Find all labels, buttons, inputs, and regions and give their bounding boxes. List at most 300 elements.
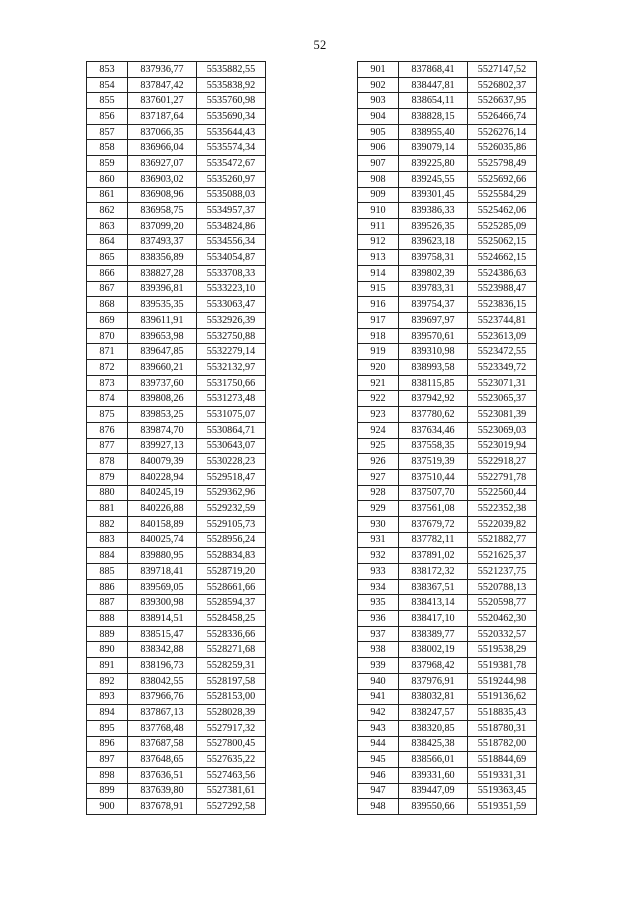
point-number-cell: 863 xyxy=(87,218,128,234)
table-row xyxy=(87,407,266,423)
x-coordinate-cell: 836908,96 xyxy=(128,187,197,203)
point-number-cell: 886 xyxy=(87,579,128,595)
point-number-cell: 906 xyxy=(358,140,399,156)
y-coordinate-cell: 5531750,66 xyxy=(197,375,266,391)
y-coordinate-cell: 5533063,47 xyxy=(197,297,266,313)
table-row xyxy=(358,705,537,721)
table-row xyxy=(358,516,537,532)
y-coordinate-cell: 5532132,97 xyxy=(197,360,266,376)
x-coordinate-cell: 839697,97 xyxy=(399,313,468,329)
point-number-cell: 875 xyxy=(87,407,128,423)
point-number-cell: 912 xyxy=(358,234,399,250)
x-coordinate-cell: 836927,07 xyxy=(128,156,197,172)
x-coordinate-cell: 839079,14 xyxy=(399,140,468,156)
y-coordinate-cell: 5527800,45 xyxy=(197,736,266,752)
table-row xyxy=(87,313,266,329)
x-coordinate-cell: 839396,81 xyxy=(128,281,197,297)
y-coordinate-cell: 5528956,24 xyxy=(197,532,266,548)
table-row xyxy=(358,407,537,423)
table-row xyxy=(87,360,266,376)
table-row xyxy=(358,485,537,501)
point-number-cell: 938 xyxy=(358,642,399,658)
y-coordinate-cell: 5533708,33 xyxy=(197,265,266,281)
y-coordinate-cell: 5525285,09 xyxy=(468,218,537,234)
point-number-cell: 878 xyxy=(87,454,128,470)
table-row xyxy=(87,203,266,219)
table-row xyxy=(87,422,266,438)
x-coordinate-cell: 837868,41 xyxy=(399,62,468,78)
table-row xyxy=(87,171,266,187)
coordinates-table-right-body xyxy=(358,62,537,815)
x-coordinate-cell: 837687,58 xyxy=(128,736,197,752)
table-row xyxy=(87,626,266,642)
table-row xyxy=(87,218,266,234)
x-coordinate-cell: 840025,74 xyxy=(128,532,197,548)
x-coordinate-cell: 839611,91 xyxy=(128,313,197,329)
point-number-cell: 865 xyxy=(87,250,128,266)
point-number-cell: 914 xyxy=(358,265,399,281)
table-row xyxy=(87,799,266,815)
table-row xyxy=(87,642,266,658)
y-coordinate-cell: 5525462,06 xyxy=(468,203,537,219)
table-row xyxy=(358,140,537,156)
y-coordinate-cell: 5523071,31 xyxy=(468,375,537,391)
y-coordinate-cell: 5525062,15 xyxy=(468,234,537,250)
point-number-cell: 857 xyxy=(87,124,128,140)
table-row xyxy=(87,156,266,172)
x-coordinate-cell: 837561,08 xyxy=(399,501,468,517)
table-row xyxy=(87,689,266,705)
y-coordinate-cell: 5523472,55 xyxy=(468,344,537,360)
point-number-cell: 947 xyxy=(358,783,399,799)
y-coordinate-cell: 5526035,86 xyxy=(468,140,537,156)
table-row xyxy=(87,234,266,250)
x-coordinate-cell: 837639,80 xyxy=(128,783,197,799)
x-coordinate-cell: 839301,45 xyxy=(399,187,468,203)
x-coordinate-cell: 839569,05 xyxy=(128,579,197,595)
table-row xyxy=(358,124,537,140)
x-coordinate-cell: 837066,35 xyxy=(128,124,197,140)
point-number-cell: 910 xyxy=(358,203,399,219)
table-row xyxy=(87,673,266,689)
table-row xyxy=(87,328,266,344)
table-row xyxy=(87,595,266,611)
point-number-cell: 862 xyxy=(87,203,128,219)
table-row xyxy=(87,109,266,125)
x-coordinate-cell: 837507,70 xyxy=(399,485,468,501)
point-number-cell: 893 xyxy=(87,689,128,705)
table-row xyxy=(87,501,266,517)
x-coordinate-cell: 840079,39 xyxy=(128,454,197,470)
point-number-cell: 870 xyxy=(87,328,128,344)
table-row xyxy=(87,658,266,674)
table-row xyxy=(358,673,537,689)
point-number-cell: 940 xyxy=(358,673,399,689)
x-coordinate-cell: 838828,15 xyxy=(399,109,468,125)
table-row xyxy=(358,564,537,580)
x-coordinate-cell: 839570,61 xyxy=(399,328,468,344)
x-coordinate-cell: 837847,42 xyxy=(128,77,197,93)
y-coordinate-cell: 5526466,74 xyxy=(468,109,537,125)
x-coordinate-cell: 838413,14 xyxy=(399,595,468,611)
table-row xyxy=(358,109,537,125)
y-coordinate-cell: 5526637,95 xyxy=(468,93,537,109)
point-number-cell: 901 xyxy=(358,62,399,78)
y-coordinate-cell: 5527292,58 xyxy=(197,799,266,815)
x-coordinate-cell: 839853,25 xyxy=(128,407,197,423)
x-coordinate-cell: 839535,35 xyxy=(128,297,197,313)
y-coordinate-cell: 5535882,55 xyxy=(197,62,266,78)
table-row xyxy=(87,265,266,281)
point-number-cell: 868 xyxy=(87,297,128,313)
point-number-cell: 942 xyxy=(358,705,399,721)
table-row xyxy=(87,720,266,736)
y-coordinate-cell: 5524386,63 xyxy=(468,265,537,281)
x-coordinate-cell: 837782,11 xyxy=(399,532,468,548)
x-coordinate-cell: 839660,21 xyxy=(128,360,197,376)
point-number-cell: 898 xyxy=(87,767,128,783)
table-row xyxy=(358,281,537,297)
y-coordinate-cell: 5535644,43 xyxy=(197,124,266,140)
point-number-cell: 905 xyxy=(358,124,399,140)
table-row xyxy=(87,454,266,470)
table-row xyxy=(358,313,537,329)
point-number-cell: 903 xyxy=(358,93,399,109)
x-coordinate-cell: 837678,91 xyxy=(128,799,197,815)
point-number-cell: 881 xyxy=(87,501,128,517)
x-coordinate-cell: 838247,57 xyxy=(399,705,468,721)
y-coordinate-cell: 5535574,34 xyxy=(197,140,266,156)
x-coordinate-cell: 839623,18 xyxy=(399,234,468,250)
y-coordinate-cell: 5525798,49 xyxy=(468,156,537,172)
x-coordinate-cell: 838447,81 xyxy=(399,77,468,93)
table-row xyxy=(358,469,537,485)
table-row xyxy=(87,532,266,548)
x-coordinate-cell: 837968,42 xyxy=(399,658,468,674)
y-coordinate-cell: 5519351,59 xyxy=(468,799,537,815)
table-row xyxy=(358,93,537,109)
x-coordinate-cell: 838115,85 xyxy=(399,375,468,391)
point-number-cell: 854 xyxy=(87,77,128,93)
x-coordinate-cell: 837519,39 xyxy=(399,454,468,470)
table-row xyxy=(87,516,266,532)
table-row xyxy=(87,485,266,501)
point-number-cell: 927 xyxy=(358,469,399,485)
table-row xyxy=(358,375,537,391)
point-number-cell: 913 xyxy=(358,250,399,266)
y-coordinate-cell: 5526802,37 xyxy=(468,77,537,93)
point-number-cell: 899 xyxy=(87,783,128,799)
point-number-cell: 879 xyxy=(87,469,128,485)
point-number-cell: 931 xyxy=(358,532,399,548)
x-coordinate-cell: 837679,72 xyxy=(399,516,468,532)
point-number-cell: 885 xyxy=(87,564,128,580)
table-row xyxy=(87,77,266,93)
point-number-cell: 884 xyxy=(87,548,128,564)
y-coordinate-cell: 5521625,37 xyxy=(468,548,537,564)
x-coordinate-cell: 839331,60 xyxy=(399,767,468,783)
y-coordinate-cell: 5522918,27 xyxy=(468,454,537,470)
y-coordinate-cell: 5522791,78 xyxy=(468,469,537,485)
x-coordinate-cell: 838993,58 xyxy=(399,360,468,376)
x-coordinate-cell: 839802,39 xyxy=(399,265,468,281)
y-coordinate-cell: 5523065,37 xyxy=(468,391,537,407)
y-coordinate-cell: 5519363,45 xyxy=(468,783,537,799)
x-coordinate-cell: 840226,88 xyxy=(128,501,197,517)
table-row xyxy=(87,187,266,203)
y-coordinate-cell: 5535838,92 xyxy=(197,77,266,93)
x-coordinate-cell: 838042,55 xyxy=(128,673,197,689)
x-coordinate-cell: 838914,51 xyxy=(128,611,197,627)
x-coordinate-cell: 838425,38 xyxy=(399,736,468,752)
y-coordinate-cell: 5527381,61 xyxy=(197,783,266,799)
x-coordinate-cell: 839447,09 xyxy=(399,783,468,799)
table-row xyxy=(87,344,266,360)
table-row xyxy=(358,422,537,438)
point-number-cell: 897 xyxy=(87,752,128,768)
x-coordinate-cell: 837558,35 xyxy=(399,438,468,454)
x-coordinate-cell: 839225,80 xyxy=(399,156,468,172)
y-coordinate-cell: 5520332,57 xyxy=(468,626,537,642)
x-coordinate-cell: 838654,11 xyxy=(399,93,468,109)
table-row xyxy=(87,705,266,721)
y-coordinate-cell: 5528719,20 xyxy=(197,564,266,580)
x-coordinate-cell: 838367,51 xyxy=(399,579,468,595)
table-row xyxy=(358,438,537,454)
y-coordinate-cell: 5522352,38 xyxy=(468,501,537,517)
point-number-cell: 867 xyxy=(87,281,128,297)
point-number-cell: 920 xyxy=(358,360,399,376)
y-coordinate-cell: 5534824,86 xyxy=(197,218,266,234)
x-coordinate-cell: 840245,19 xyxy=(128,485,197,501)
y-coordinate-cell: 5528336,66 xyxy=(197,626,266,642)
point-number-cell: 928 xyxy=(358,485,399,501)
y-coordinate-cell: 5523019,94 xyxy=(468,438,537,454)
table-row xyxy=(358,156,537,172)
point-number-cell: 922 xyxy=(358,391,399,407)
point-number-cell: 934 xyxy=(358,579,399,595)
y-coordinate-cell: 5518844,69 xyxy=(468,752,537,768)
coordinates-table-right xyxy=(357,61,537,815)
point-number-cell: 933 xyxy=(358,564,399,580)
y-coordinate-cell: 5528259,31 xyxy=(197,658,266,674)
y-coordinate-cell: 5519331,31 xyxy=(468,767,537,783)
y-coordinate-cell: 5519381,78 xyxy=(468,658,537,674)
table-row xyxy=(358,720,537,736)
point-number-cell: 939 xyxy=(358,658,399,674)
point-number-cell: 895 xyxy=(87,720,128,736)
point-number-cell: 941 xyxy=(358,689,399,705)
y-coordinate-cell: 5532926,39 xyxy=(197,313,266,329)
x-coordinate-cell: 837867,13 xyxy=(128,705,197,721)
y-coordinate-cell: 5519244,98 xyxy=(468,673,537,689)
y-coordinate-cell: 5523081,39 xyxy=(468,407,537,423)
table-row xyxy=(358,62,537,78)
x-coordinate-cell: 838002,19 xyxy=(399,642,468,658)
table-row xyxy=(358,454,537,470)
table-row xyxy=(87,579,266,595)
y-coordinate-cell: 5521237,75 xyxy=(468,564,537,580)
point-number-cell: 946 xyxy=(358,767,399,783)
point-number-cell: 945 xyxy=(358,752,399,768)
point-number-cell: 935 xyxy=(358,595,399,611)
x-coordinate-cell: 837936,77 xyxy=(128,62,197,78)
point-number-cell: 896 xyxy=(87,736,128,752)
y-coordinate-cell: 5525692,66 xyxy=(468,171,537,187)
y-coordinate-cell: 5523744,81 xyxy=(468,313,537,329)
x-coordinate-cell: 837636,51 xyxy=(128,767,197,783)
point-number-cell: 909 xyxy=(358,187,399,203)
y-coordinate-cell: 5520788,13 xyxy=(468,579,537,595)
table-row xyxy=(358,328,537,344)
table-row xyxy=(358,171,537,187)
y-coordinate-cell: 5522560,44 xyxy=(468,485,537,501)
x-coordinate-cell: 837966,76 xyxy=(128,689,197,705)
point-number-cell: 877 xyxy=(87,438,128,454)
y-coordinate-cell: 5527463,56 xyxy=(197,767,266,783)
x-coordinate-cell: 839653,98 xyxy=(128,328,197,344)
table-row xyxy=(358,783,537,799)
point-number-cell: 883 xyxy=(87,532,128,548)
x-coordinate-cell: 839783,31 xyxy=(399,281,468,297)
x-coordinate-cell: 838827,28 xyxy=(128,265,197,281)
table-row xyxy=(358,658,537,674)
table-row xyxy=(87,93,266,109)
y-coordinate-cell: 5523613,09 xyxy=(468,328,537,344)
table-row xyxy=(358,501,537,517)
point-number-cell: 859 xyxy=(87,156,128,172)
y-coordinate-cell: 5535760,98 xyxy=(197,93,266,109)
table-row xyxy=(87,564,266,580)
table-row xyxy=(87,548,266,564)
y-coordinate-cell: 5528028,39 xyxy=(197,705,266,721)
y-coordinate-cell: 5528197,58 xyxy=(197,673,266,689)
y-coordinate-cell: 5531075,07 xyxy=(197,407,266,423)
point-number-cell: 930 xyxy=(358,516,399,532)
point-number-cell: 900 xyxy=(87,799,128,815)
x-coordinate-cell: 837976,91 xyxy=(399,673,468,689)
y-coordinate-cell: 5522039,82 xyxy=(468,516,537,532)
y-coordinate-cell: 5521882,77 xyxy=(468,532,537,548)
point-number-cell: 853 xyxy=(87,62,128,78)
point-number-cell: 943 xyxy=(358,720,399,736)
y-coordinate-cell: 5531273,48 xyxy=(197,391,266,407)
point-number-cell: 876 xyxy=(87,422,128,438)
x-coordinate-cell: 836958,75 xyxy=(128,203,197,219)
point-number-cell: 880 xyxy=(87,485,128,501)
y-coordinate-cell: 5529105,73 xyxy=(197,516,266,532)
y-coordinate-cell: 5532279,14 xyxy=(197,344,266,360)
y-coordinate-cell: 5528153,00 xyxy=(197,689,266,705)
x-coordinate-cell: 839808,26 xyxy=(128,391,197,407)
table-row xyxy=(358,360,537,376)
table-row xyxy=(358,77,537,93)
table-row xyxy=(87,767,266,783)
y-coordinate-cell: 5528271,68 xyxy=(197,642,266,658)
point-number-cell: 919 xyxy=(358,344,399,360)
point-number-cell: 888 xyxy=(87,611,128,627)
x-coordinate-cell: 839880,95 xyxy=(128,548,197,564)
table-row xyxy=(358,626,537,642)
table-row xyxy=(87,281,266,297)
y-coordinate-cell: 5519136,62 xyxy=(468,689,537,705)
table-row xyxy=(87,140,266,156)
table-row xyxy=(358,642,537,658)
x-coordinate-cell: 838172,32 xyxy=(399,564,468,580)
table-row xyxy=(358,595,537,611)
x-coordinate-cell: 839310,98 xyxy=(399,344,468,360)
x-coordinate-cell: 838389,77 xyxy=(399,626,468,642)
y-coordinate-cell: 5528834,83 xyxy=(197,548,266,564)
x-coordinate-cell: 840158,89 xyxy=(128,516,197,532)
x-coordinate-cell: 839647,85 xyxy=(128,344,197,360)
y-coordinate-cell: 5528458,25 xyxy=(197,611,266,627)
x-coordinate-cell: 839526,35 xyxy=(399,218,468,234)
x-coordinate-cell: 837648,65 xyxy=(128,752,197,768)
point-number-cell: 948 xyxy=(358,799,399,815)
point-number-cell: 926 xyxy=(358,454,399,470)
y-coordinate-cell: 5528594,37 xyxy=(197,595,266,611)
coordinates-table-left xyxy=(86,61,266,815)
point-number-cell: 892 xyxy=(87,673,128,689)
table-row xyxy=(358,250,537,266)
table-row xyxy=(87,297,266,313)
table-row xyxy=(87,391,266,407)
point-number-cell: 864 xyxy=(87,234,128,250)
x-coordinate-cell: 838515,47 xyxy=(128,626,197,642)
point-number-cell: 911 xyxy=(358,218,399,234)
table-row xyxy=(358,689,537,705)
y-coordinate-cell: 5534957,37 xyxy=(197,203,266,219)
x-coordinate-cell: 838342,88 xyxy=(128,642,197,658)
y-coordinate-cell: 5535472,67 xyxy=(197,156,266,172)
table-row xyxy=(87,124,266,140)
point-number-cell: 860 xyxy=(87,171,128,187)
table-row xyxy=(87,752,266,768)
point-number-cell: 887 xyxy=(87,595,128,611)
point-number-cell: 936 xyxy=(358,611,399,627)
point-number-cell: 889 xyxy=(87,626,128,642)
x-coordinate-cell: 836903,02 xyxy=(128,171,197,187)
table-row xyxy=(358,579,537,595)
y-coordinate-cell: 5533223,10 xyxy=(197,281,266,297)
point-number-cell: 921 xyxy=(358,375,399,391)
y-coordinate-cell: 5529518,47 xyxy=(197,469,266,485)
x-coordinate-cell: 839550,66 xyxy=(399,799,468,815)
y-coordinate-cell: 5534556,34 xyxy=(197,234,266,250)
x-coordinate-cell: 838566,01 xyxy=(399,752,468,768)
x-coordinate-cell: 838417,10 xyxy=(399,611,468,627)
y-coordinate-cell: 5520598,77 xyxy=(468,595,537,611)
y-coordinate-cell: 5524662,15 xyxy=(468,250,537,266)
y-coordinate-cell: 5527635,22 xyxy=(197,752,266,768)
table-row xyxy=(358,532,537,548)
table-row xyxy=(358,799,537,815)
x-coordinate-cell: 839300,98 xyxy=(128,595,197,611)
x-coordinate-cell: 837187,64 xyxy=(128,109,197,125)
point-number-cell: 871 xyxy=(87,344,128,360)
coordinates-table-left-body xyxy=(87,62,266,815)
x-coordinate-cell: 840228,94 xyxy=(128,469,197,485)
y-coordinate-cell: 5518835,43 xyxy=(468,705,537,721)
y-coordinate-cell: 5535088,03 xyxy=(197,187,266,203)
y-coordinate-cell: 5530643,07 xyxy=(197,438,266,454)
x-coordinate-cell: 837634,46 xyxy=(399,422,468,438)
table-row xyxy=(358,548,537,564)
table-row xyxy=(358,344,537,360)
y-coordinate-cell: 5527917,32 xyxy=(197,720,266,736)
y-coordinate-cell: 5532750,88 xyxy=(197,328,266,344)
